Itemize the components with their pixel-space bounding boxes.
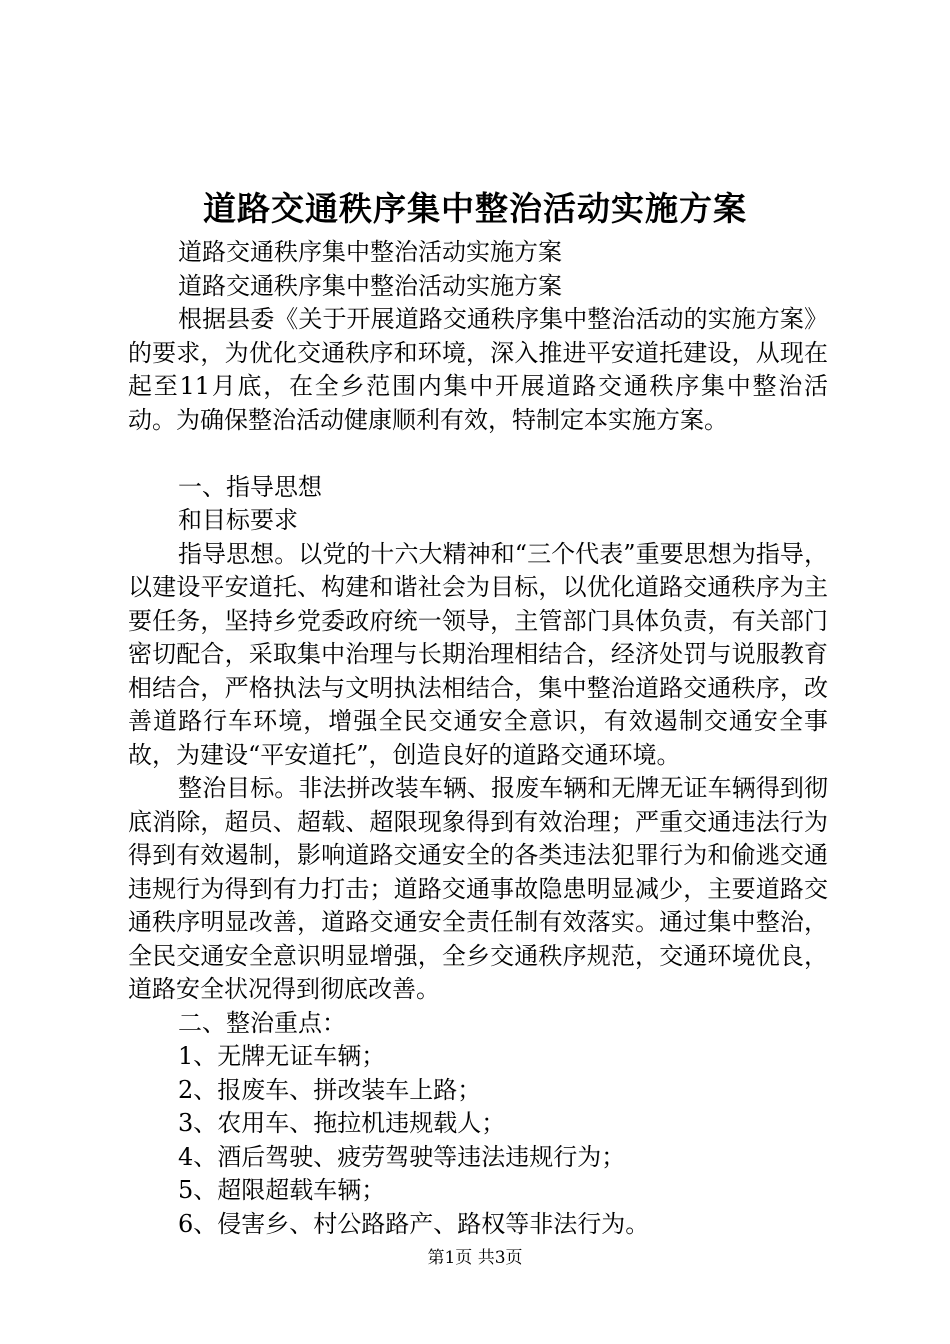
list-item: 3、农用车、拖拉机违规载人； — [178, 1109, 506, 1137]
intro-paragraph: 根据县委《关于开展道路交通秩序集中整治活动的实施方案》的要求，为优化交通秩序和环境，深入推进平安道托建设，从现在起至11月底，在全乡范围内集中开展道路交通秩序集中整治活动。为确保整治活动健康顺利有效，特制定本实施方案。 — [128, 305, 828, 434]
list-item: 4、酒后驾驶、疲劳驾驶等违法违规行为； — [178, 1142, 626, 1171]
document-title: 道路交通秩序集中整治活动实施方案 — [203, 189, 747, 228]
list-item: 6、侵害乡、村公路路产、路权等非法行为。 — [178, 1209, 650, 1238]
subtitle-line-2: 道路交通秩序集中整治活动实施方案 — [178, 271, 562, 300]
page-footer: 第1页 共3页 — [427, 1248, 523, 1268]
goal-paragraph: 整治目标。非法拼改装车辆、报废车辆和无牌无证车辆得到彻底消除，超员、超载、超限现象得到有效治理；严重交通违法行为得到有效遏制，影响道路交通安全的各类违法犯罪行为和偷逃交通违规行为得到有力打击；道路交通事故隐患明显减少，主要道路交通秩序明显改善，道路交通安全责任制有效落实。通过集中整治，全民交通安全意识明显增强，全乡交通秩序规范，交通环境优良，道路安全状况得到彻底改善。 — [128, 774, 828, 1003]
section-heading-2: 二、整治重点： — [178, 1008, 346, 1037]
list-item: 5、超限超载车辆； — [178, 1176, 386, 1204]
list-item: 1、无牌无证车辆； — [178, 1042, 386, 1070]
subtitle-line-1: 道路交通秩序集中整治活动实施方案 — [178, 238, 562, 266]
list-item: 2、报废车、拼改装车上路； — [178, 1075, 482, 1104]
paragraph-gap — [128, 437, 828, 471]
section-heading-1-cont: 和目标要求 — [178, 506, 298, 534]
section-heading-1: 一、指导思想 — [178, 472, 322, 501]
document-body — [128, 236, 828, 1241]
guiding-thought-paragraph: 指导思想。以党的十六大精神和“三个代表”重要思想为指导，以建设平安道托、构建和谐社会为目标，以优化道路交通秩序为主要任务，坚持乡党委政府统一领导，主管部门具体负责，有关部门密切配合，采取集中治理与长期治理相结合，经济处罚与说服教育相结合，严格执法与文明执法相结合，集中整治道路交通秩序，改善道路行车环境，增强全民交通安全意识，有效遏制交通安全事故，为建设“平安道托”，创造良好的道路交通环境。 — [128, 539, 828, 769]
